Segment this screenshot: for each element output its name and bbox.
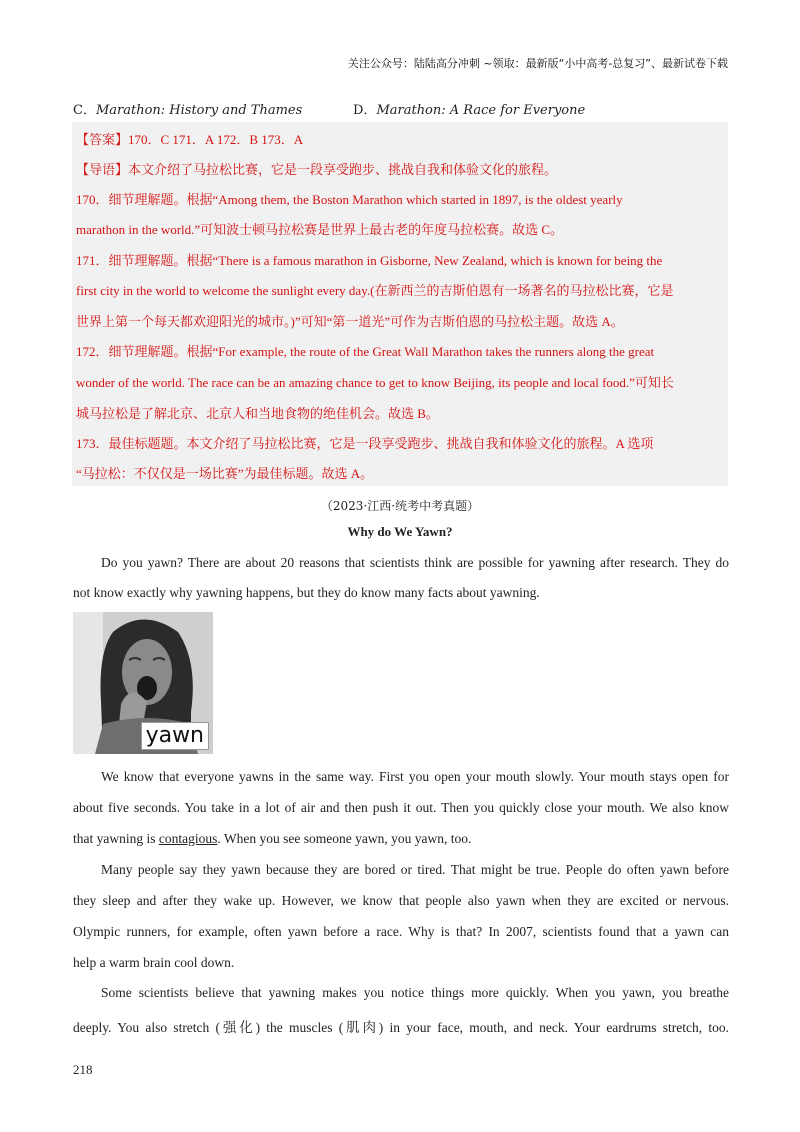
paragraph-line: not know exactly why yawning happens, but they do know many facts about yawning.: [73, 585, 540, 600]
answer-line: 173．最佳标题题。本文介绍了马拉松比赛，它是一段享受跑步、挑战自我和体验文化的旅程。A 选项: [76, 436, 654, 451]
passage-title: Why do We Yawn?: [347, 524, 453, 539]
paragraph-line: Do you yawn? There are about 20 reasons that scientists think are possible for yawning after research. They do: [101, 555, 729, 570]
option-d-prefix: D．: [353, 103, 377, 118]
answer-line: 171．细节理解题。根据“There is a famous marathon in Gisborne, New Zealand, which is known for being the: [76, 253, 663, 268]
answer-line: marathon in the world.”可知波士顿马拉松赛是世界上最古老的年度马拉松赛。故选 C。: [76, 222, 564, 237]
answer-line: 172．细节理解题。根据“For example, the route of the Great Wall Marathon takes the runners along the great: [76, 344, 655, 359]
option-c: [73, 103, 302, 118]
option-c-prefix: C．: [73, 103, 96, 118]
paragraph-line: they sleep and after they wake up. However, we know that people also yawn when they are excited or nervous.: [73, 893, 729, 908]
option-d: [353, 99, 585, 118]
paragraph-line: Olympic runners, for example, often yawn before a race. Why is that? In 2007, scientists found that a yawn can: [73, 924, 729, 939]
paragraph-line: help a warm brain cool down.: [73, 955, 235, 970]
yawn-caption: yawn: [141, 722, 209, 750]
paragraph-line: We know that everyone yawns in the same way. First you open your mouth slowly. Your mouth stays open for: [101, 769, 729, 784]
paragraph-line: about five seconds. You take in a lot of air and then push it out. Then you quickly close your mouth. We also know: [73, 800, 729, 815]
paragraph-line: Many people say they yawn because they are bored or tired. That might be true. People do often yawn before: [101, 862, 729, 877]
paragraph-line: deeply. You also stretch (强化) the muscles (肌肉) in your face, mouth, and neck. Your eardrums stretch, too.: [73, 1020, 729, 1035]
answer-line: 城马拉松是了解北京、北京人和当地食物的绝佳机会。故选 B。: [76, 406, 439, 421]
page-number: 218: [73, 1062, 93, 1077]
answer-line: wonder of the world. The race can be an amazing chance to get to know Beijing, its people and local food.”可知长: [76, 375, 674, 390]
text-span: . When you see someone yawn, you yawn, too.: [217, 831, 472, 846]
text-span: that yawning is: [73, 831, 159, 846]
answer-line: 170．细节理解题。根据“Among them, the Boston Marathon which started in 1897, is the oldest yearly: [76, 192, 623, 207]
answer-line: 世界上第一个每天都欢迎阳光的城市。)”可知“第一道光”可作为吉斯伯恩的马拉松主题。故选 A。: [76, 314, 624, 329]
option-d-text: Marathon: A Race for Everyone: [376, 103, 586, 118]
answer-intro: 【导语】本文介绍了马拉松比赛，它是一段享受跑步、挑战自我和体验文化的旅程。: [76, 162, 558, 177]
underlined-word: contagious: [158, 831, 218, 846]
paragraph-line: [73, 831, 729, 847]
page-header: 关注公众号：陆陆高分冲刺 ~领取：最新版“小中高考-总复习”、最新试卷下载: [347, 57, 728, 70]
paragraph-line: Some scientists believe that yawning makes you notice things more quickly. When you yawn, you breathe: [101, 985, 729, 1000]
answer-options: [73, 99, 586, 118]
answer-line: first city in the world to welcome the sunlight every day.(在新西兰的吉斯伯恩有一场著名的马拉松比赛，它是: [76, 283, 674, 298]
option-c-text: Marathon: History and Thames: [95, 103, 303, 118]
question-source: （2023·江西·统考中考真题）: [320, 499, 480, 513]
answer-key: 【答案】170．C 171．A 172．B 173．A: [76, 132, 304, 147]
answer-explanation-block: [72, 122, 728, 486]
answer-line: “马拉松：不仅仅是一场比赛”为最佳标题。故选 A。: [76, 466, 374, 481]
yawn-photo: [73, 612, 213, 754]
